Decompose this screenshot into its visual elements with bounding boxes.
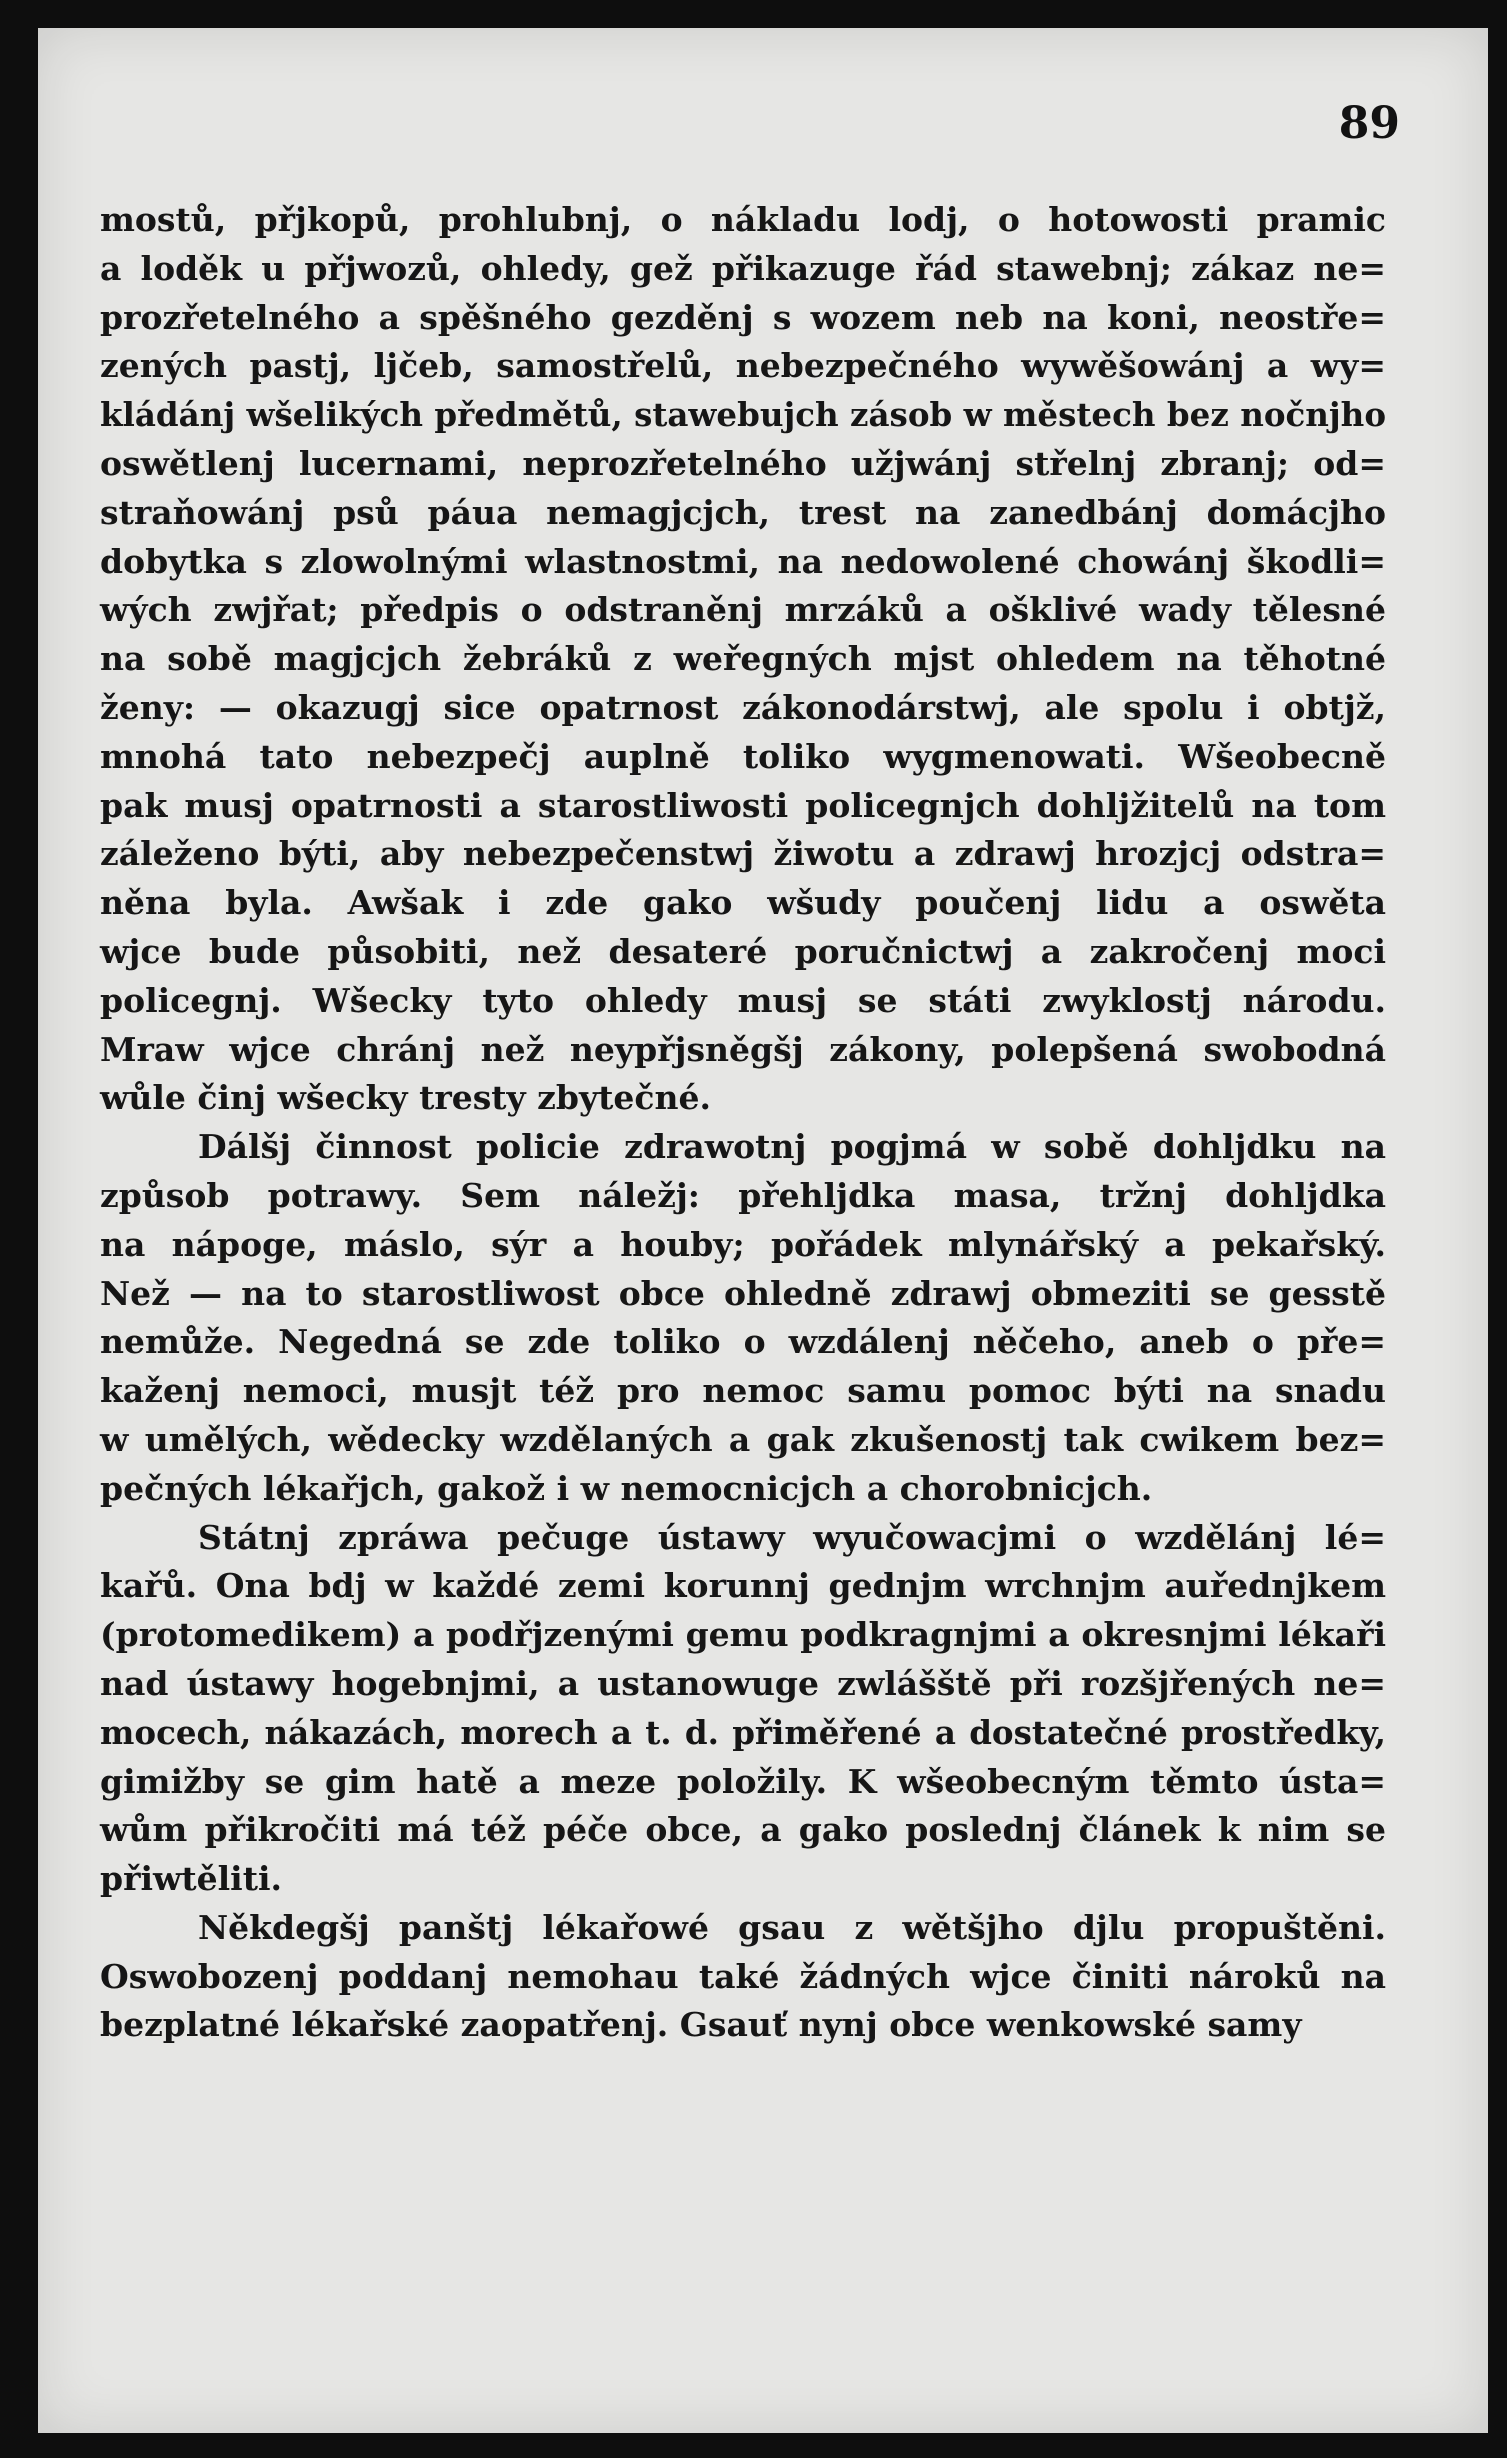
text-line: mnohá tato nebezpečj auplně toliko wygmenowati. Wšeobecně: [100, 736, 1386, 776]
text-line: mostů, přjkopů, prohlubnj, o nákladu lodj, o hotowosti pramic: [100, 200, 1386, 239]
text-line: straňowánj psů páua nemagjcjch, trest na zanedbánj domácjho: [100, 492, 1386, 532]
text-line: wjce bude působiti, než desateré poručnictwj a zakročenj moci: [100, 931, 1386, 971]
text-line: Oswobozenj poddanj nemohau také žádných wjce činiti nároků na: [100, 1956, 1386, 1996]
text-line: nemůže. Negedná se zde toliko o wzdálenj něčeho, aneb o pře=: [100, 1322, 1386, 1362]
paragraph: [100, 196, 1386, 1123]
page-number: 89: [1338, 98, 1400, 149]
text-line: na sobě magjcjch žebráků z weřegných mjst ohledem na těhotné: [100, 639, 1386, 679]
text-line: a loděk u přjwozů, ohledy, gež přikazuge řád stawebnj; zákaz ne=: [100, 248, 1386, 288]
text-line: způsob potrawy. Sem náležj: přehljdka masa, tržnj dohljdka: [100, 1175, 1386, 1215]
text-line: (protomedikem) a podřjzenými gemu podkragnjmi a okresnjmi lékaři: [100, 1615, 1386, 1655]
body-text: [100, 196, 1386, 2050]
text-line: wůle činj wšecky tresty zbytečné.: [100, 1078, 711, 1118]
text-line: přiwtěliti.: [100, 1859, 282, 1899]
text-line: pak musj opatrnosti a starostliwosti policegnjch dohljžitelů na tom: [100, 785, 1386, 825]
text-line: Státnj zpráwa pečuge ústawy wyučowacjmi o wzdělánj lé=: [198, 1517, 1386, 1557]
text-line: w umělých, wědecky wzdělaných a gak zkušenostj tak cwikem bez=: [100, 1419, 1386, 1459]
text-line: záleženo býti, aby nebezpečenstwj žiwotu a zdrawj hrozjcj odstra=: [100, 834, 1386, 874]
text-line: něna byla. Awšak i zde gako wšudy poučenj lidu a oswěta: [100, 883, 1386, 923]
text-line: na nápoge, máslo, sýr a houby; pořádek mlynářský a pekařský.: [100, 1224, 1386, 1264]
text-line: pečných lékařjch, gakož i w nemocnicjch a chorobnicjch.: [100, 1468, 1153, 1508]
paragraph: [100, 1514, 1386, 1904]
text-line: Než — na to starostliwost obce ohledně zdrawj obmeziti se gesstě: [100, 1273, 1386, 1313]
text-line: zených pastj, ljčeb, samostřelů, nebezpečného wywěšowánj a wy=: [100, 346, 1386, 386]
text-line: wých zwjřat; předpis o odstraněnj mrzáků a ošklivé wady tělesné: [100, 590, 1386, 630]
text-line: gimižby se gim hatě a meze položily. K wšeobecným těmto ústa=: [100, 1761, 1386, 1801]
text-line: wům přikročiti má též péče obce, a gako poslednj článek k nim se: [100, 1810, 1386, 1850]
text-line: kládánj wšelikých předmětů, stawebujch zásob w městech bez nočnjho: [100, 395, 1386, 435]
text-line: Dálšj činnost policie zdrawotnj pogjmá w sobě dohljdku na: [198, 1127, 1386, 1167]
text-line: nad ústawy hogebnjmi, a ustanowuge zwlášště při rozšjřených ne=: [100, 1663, 1386, 1703]
paragraph: [100, 1904, 1386, 2050]
text-line: ženy: — okazugj sice opatrnost zákonodárstwj, ale spolu i obtjž,: [100, 687, 1386, 727]
paragraph: [100, 1123, 1386, 1513]
text-line: oswětlenj lucernami, neprozřetelného užjwánj střelnj zbranj; od=: [100, 443, 1386, 483]
text-line: dobytka s zlowolnými wlastnostmi, na nedowolené chowánj škodli=: [100, 541, 1386, 581]
text-line: prozřetelného a spěšného gezděnj s wozem neb na koni, neostře=: [100, 297, 1386, 337]
text-line: policegnj. Wšecky tyto ohledy musj se státi zwyklostj národu.: [100, 980, 1386, 1020]
text-line: kařů. Ona bdj w každé zemi korunnj gednjm wrchnjm auřednjkem: [100, 1566, 1386, 1606]
text-line: kaženj nemoci, musjt též pro nemoc samu pomoc býti na snadu: [100, 1371, 1386, 1411]
text-line: bezplatné lékařské zaopatřenj. Gsauť nynj obce wenkowské samy: [100, 2005, 1302, 2045]
text-line: mocech, nákazách, morech a t. d. přiměřené a dostatečné prostředky,: [100, 1712, 1386, 1752]
text-line: Někdegšj panštj lékařowé gsau z wětšjho djlu propuštěni.: [198, 1907, 1386, 1947]
book-page: [38, 28, 1488, 2433]
text-line: Mraw wjce chránj než neypřjsněgšj zákony, polepšená swobodná: [100, 1029, 1386, 1069]
